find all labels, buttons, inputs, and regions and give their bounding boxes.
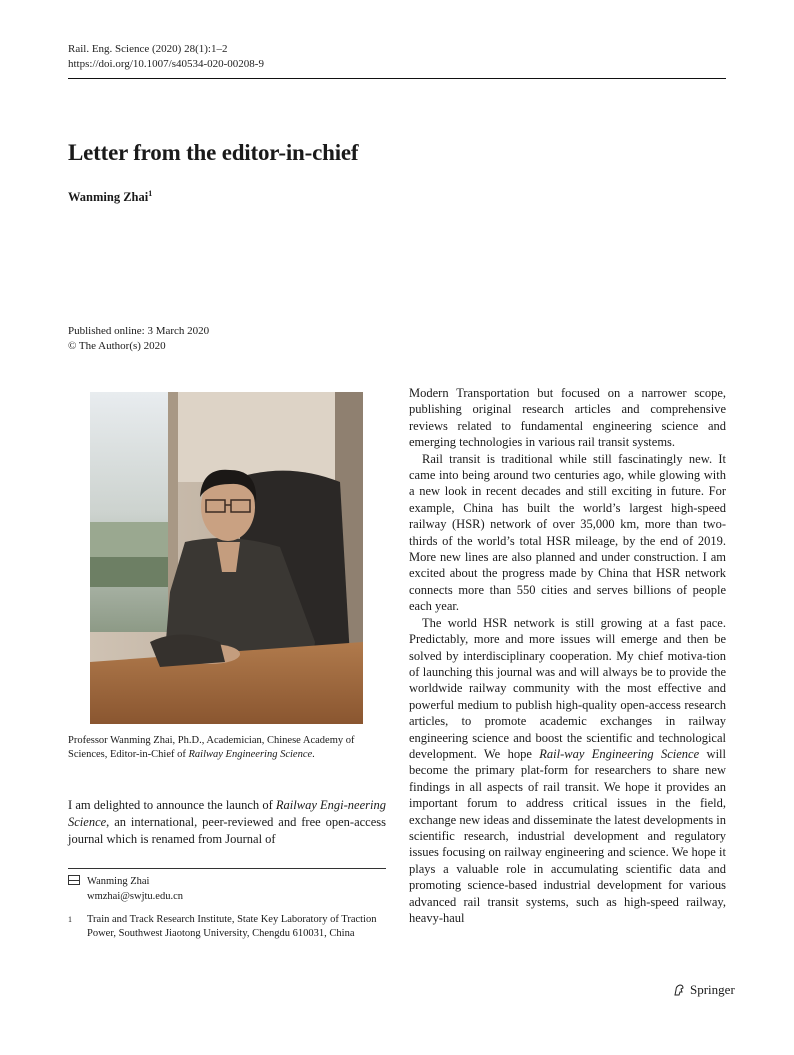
springer-horse-icon (672, 983, 686, 997)
intro-paragraph (68, 797, 386, 848)
correspondence-name: Wanming Zhai (87, 876, 150, 887)
correspondence-email[interactable]: wmzhai@swjtu.edu.cn (87, 891, 183, 902)
published-date: Published online: 3 March 2020 (68, 325, 210, 337)
publisher-logo (672, 982, 735, 998)
portrait-illustration (90, 392, 363, 724)
caption-journal-name: Railway Engineering Science (188, 749, 313, 760)
intro-journal-name: Railway Engi-neering Science (68, 798, 386, 829)
caption-end: . (312, 749, 315, 760)
journal-citation: Rail. Eng. Science (2020) 28(1):1–2 (68, 43, 228, 55)
body-paragraph-1: Modern Transportation but focused on a narrower scope, publishing original research articles and comprehensive reviews related to fundamental engineering science and emerging technologies in various rail transit systems. (409, 386, 726, 450)
publisher-name: Springer (690, 982, 735, 997)
caption-text: Professor Wanming Zhai, Ph.D., Academician, Chinese Academy of Sciences, Editor-in-Chief of (68, 735, 355, 760)
right-column-body (409, 385, 726, 926)
body-paragraph-3 (409, 615, 726, 927)
intro-text-2: , an international, peer-reviewed and free open-access journal which is renamed from Journal of (68, 815, 386, 846)
article-title: Letter from the editor-in-chief (68, 140, 359, 165)
publication-info (68, 324, 209, 354)
photo-caption (68, 734, 386, 762)
p3-text-1: The world HSR network is still growing at a fast pace. Predictably, more and more issues will emerge and then be solved by interdisciplinary cooperation. My chief motiva-tion of launching this journal was and will always be to provide the worldwide railway community with the most effective and powerful medium to publish high-quality open-access research articles, to promote academic exchanges in railway engineering science and boost the scientific and technological development. We hope (409, 615, 726, 761)
doi-link[interactable]: https://doi.org/10.1007/s40534-020-00208-9 (68, 58, 264, 70)
author-affiliation-marker[interactable]: 1 (148, 189, 153, 198)
body-paragraph-2: Rail transit is traditional while still fascinatingly new. It came into being around two centuries ago, while glowing with a new look in recent decades and still exciting in future. For example, China has built the world’s largest high-speed railway (HSR) network of over 35,000 km, more than two-thirds of the world’s total HSR mileage, by the end of 2019. More new lines are also planned and under construction. I am excited about the progress made by China that HSR network connects more than 550 cities and serves billions of people each year. (409, 451, 726, 614)
author-text: Wanming Zhai (68, 190, 149, 205)
envelope-icon (68, 875, 80, 885)
copyright-notice: © The Author(s) 2020 (68, 340, 166, 352)
p3-text-2: will become the primary plat-form for researchers to share new findings in all aspects of rail transit. We hope it provides an important forum to address critical issues in the field, exchange new ideas and disseminate the latest developments in scientific research, industrial development and regulatory issues focusing on railway engineering and science. We hope it plays a valuable role in accumulating scientific data and promoting science-based industrial development for various advanced rail transit systems, such as high-speed railway, heavy-haul (409, 746, 726, 925)
author-name (68, 189, 152, 205)
affiliation-text: Train and Track Research Institute, State Key Laboratory of Traction Power, Southwest Jiaotong University, Chengdu 610031, China (87, 914, 377, 939)
p3-journal-name: Rail-way Engineering Science (539, 746, 700, 761)
editor-portrait (90, 392, 363, 724)
header-rule (68, 78, 726, 79)
footnote-rule (68, 868, 386, 869)
affiliation-number: 1 (68, 915, 72, 924)
intro-text-1: I am delighted to announce the launch of (68, 798, 276, 812)
